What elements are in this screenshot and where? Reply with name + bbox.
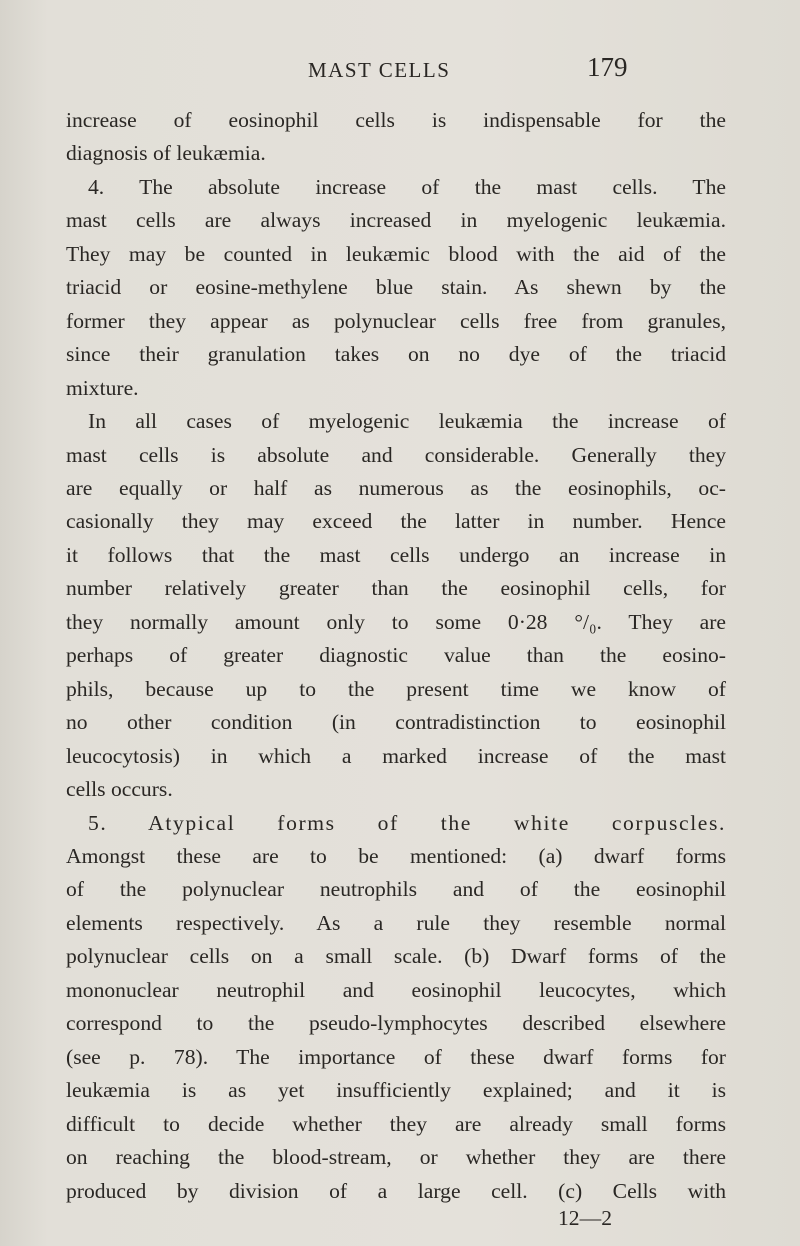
text-line: of the polynuclear neutrophils and of the eosinophil xyxy=(66,877,726,902)
body-text xyxy=(66,104,726,1208)
text-line: polynuclear cells on a small scale. (b) Dwarf forms of the xyxy=(66,944,726,969)
text-line: triacid or eosine-methylene blue stain. As shewn by the xyxy=(66,275,726,300)
text-line: correspond to the pseudo-lymphocytes described elsewhere xyxy=(66,1011,726,1036)
text-line: leucocytosis) in which a marked increase of the mast xyxy=(66,743,726,768)
text-line: since their granulation takes on no dye of the triacid xyxy=(66,342,726,367)
text-line: mixture. xyxy=(66,375,139,400)
text-line: former they appear as polynuclear cells free from granules, xyxy=(66,308,726,333)
text-line: it follows that the mast cells undergo an increase in xyxy=(66,542,726,567)
text-line: (see p. 78). The importance of these dwarf forms for xyxy=(66,1044,726,1069)
page-number: 179 xyxy=(587,52,628,82)
text-line: cells occurs. xyxy=(66,777,173,802)
text-line: are equally or half as numerous as the eosinophils, oc- xyxy=(66,475,726,500)
text-line: on reaching the blood-stream, or whether they are there xyxy=(66,1145,726,1170)
text-line: Amongst these are to be mentioned: (a) dwarf forms xyxy=(66,843,726,868)
text-line: number relatively greater than the eosinophil cells, for xyxy=(66,576,726,601)
section-heading-line: 5. Atypical forms of the white corpuscles. xyxy=(88,810,726,835)
text-line: mononuclear neutrophil and eosinophil leucocytes, which xyxy=(66,977,726,1002)
text-line: they normally amount only to some 0·28 °/₀. They are xyxy=(66,609,726,634)
text-line: perhaps of greater diagnostic value than the eosino- xyxy=(66,643,726,668)
text-line: elements respectively. As a rule they resemble normal xyxy=(66,910,726,935)
running-title: MAST CELLS xyxy=(308,58,451,82)
text-line: mast cells are always increased in myelogenic leukæmia. xyxy=(66,208,726,233)
text-line: They may be counted in leukæmic blood with the aid of the xyxy=(66,241,726,266)
text-line: produced by division of a large cell. (c) Cells with xyxy=(66,1178,726,1203)
running-head xyxy=(0,52,800,92)
text-line: difficult to decide whether they are already small forms xyxy=(66,1111,726,1136)
signature-mark: 12—2 xyxy=(558,1206,612,1230)
text-line: In all cases of myelogenic leukæmia the increase of xyxy=(88,409,726,434)
text-line: leukæmia is as yet insufficiently explained; and it is xyxy=(66,1078,726,1103)
text-line: increase of eosinophil cells is indispensable for the xyxy=(66,108,726,132)
section-heading-line: 4. The absolute increase of the mast cells. The xyxy=(88,174,726,199)
text-line: diagnosis of leukæmia. xyxy=(66,141,266,166)
text-line: casionally they may exceed the latter in number. Hence xyxy=(66,509,726,534)
text-line: phils, because up to the present time we know of xyxy=(66,676,726,701)
text-line: no other condition (in contradistinction to eosinophil xyxy=(66,710,726,735)
text-line: mast cells is absolute and considerable. Generally they xyxy=(66,442,726,467)
